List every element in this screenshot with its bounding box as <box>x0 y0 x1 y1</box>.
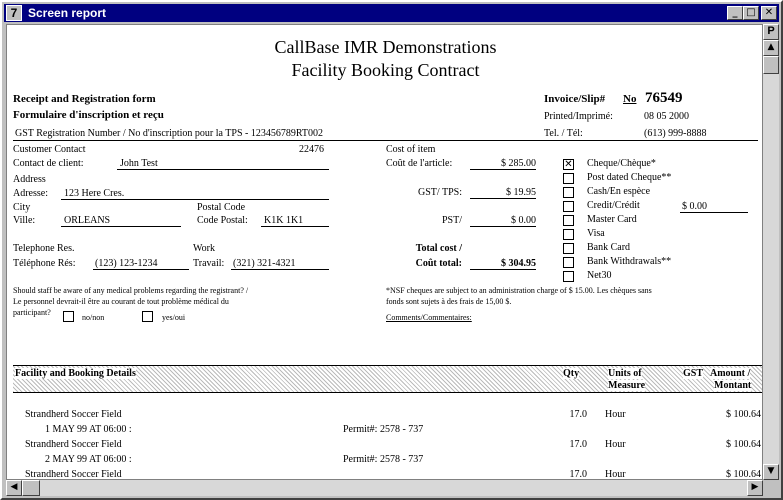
payment-checkbox[interactable] <box>563 271 574 282</box>
payment-method-label: Visa <box>587 228 605 239</box>
payment-method-label: Post dated Cheque** <box>587 172 672 183</box>
payment-method-label: Master Card <box>587 214 637 225</box>
phone-value: (613) 999-8888 <box>644 128 707 139</box>
booking-date: 1 MAY 99 AT 06:00 : <box>45 424 132 435</box>
payment-method-label: Bank Card <box>587 242 631 253</box>
permit-number: Permit#: 2578 - 737 <box>343 454 424 465</box>
item-cost-value: $ 285.00 <box>470 158 536 170</box>
customer-contact-label: Customer Contact <box>13 144 86 155</box>
permit-number: Permit#: 2578 - 737 <box>343 424 424 435</box>
scroll-right-icon[interactable]: ▶ <box>747 480 763 496</box>
medical-question-fr: Le personnel devrait-il être au courant de tout problème médical du <box>13 297 229 306</box>
gst-registration: GST Registration Number / No d'inscription pour la TPS - 123456789RT002 <box>15 128 324 139</box>
customer-id: 22476 <box>299 144 324 155</box>
row-amount: $ 100.64 <box>726 409 761 420</box>
minimize-button[interactable]: _ <box>727 6 743 20</box>
city-field: ORLEANS <box>61 215 181 227</box>
pst-value: $ 0.00 <box>470 215 536 227</box>
window-title: Screen report <box>28 6 107 20</box>
vertical-scroll-thumb[interactable] <box>763 56 779 74</box>
address-field: 123 Here Cres. <box>61 188 329 200</box>
row-qty: 17.0 <box>569 409 587 420</box>
col-gst-header: GST <box>683 368 704 379</box>
col-qty-header: Qty <box>563 368 580 379</box>
scroll-down-icon[interactable]: ▼ <box>763 464 779 480</box>
invoice-label: Invoice/Slip# <box>544 93 606 105</box>
home-phone-field: (123) 123-1234 <box>93 258 189 270</box>
address-label-en: Address <box>13 174 46 185</box>
row-qty: 17.0 <box>569 439 587 450</box>
medical-question-en: Should staff be aware of any medical problems regarding the registrant? / <box>13 286 249 295</box>
row-qty: 17.0 <box>569 469 587 480</box>
facility-name: Strandherd Soccer Field <box>25 439 122 450</box>
header-divider <box>13 140 758 141</box>
payment-checkbox[interactable] <box>563 201 574 212</box>
facility-name: Strandherd Soccer Field <box>25 469 122 480</box>
col-units-header-1: Units of <box>608 368 642 379</box>
document-title: Facility Booking Contract <box>291 60 480 80</box>
gst-label: GST/ TPS: <box>418 187 462 198</box>
horizontal-scrollbar[interactable] <box>6 480 763 496</box>
medical-yes-checkbox[interactable] <box>142 311 153 322</box>
city-label: City <box>13 202 31 213</box>
payment-checkbox[interactable] <box>563 215 574 226</box>
payment-checkbox[interactable] <box>563 243 574 254</box>
medical-yes-label: yes/oui <box>162 313 186 322</box>
payment-method-label: Credit/Crédit <box>587 200 640 211</box>
total-label-fr: Coût total: <box>415 258 462 269</box>
total-value: $ 304.95 <box>470 258 536 270</box>
row-amount: $ 100.64 <box>726 439 761 450</box>
form-title-fr: Formulaire d'inscription et reçu <box>13 109 164 121</box>
page-marker: P <box>763 24 779 40</box>
payment-method-label: Bank Withdrawals** <box>587 256 672 267</box>
details-table-header <box>13 365 763 393</box>
company-name: CallBase IMR Demonstrations <box>274 37 497 57</box>
payment-checkbox[interactable] <box>563 257 574 268</box>
payment-checkbox[interactable] <box>563 173 574 184</box>
work-label: Work <box>193 243 215 254</box>
maximize-button[interactable]: □ <box>743 6 759 20</box>
vertical-scrollbar[interactable] <box>763 24 779 480</box>
cost-item-label: Cost of item <box>386 144 436 155</box>
close-button[interactable]: ✕ <box>761 6 777 20</box>
printed-label: Printed/Imprimé: <box>544 111 613 122</box>
travail-label: Travail: <box>193 258 225 269</box>
row-amount: $ 100.64 <box>726 469 761 480</box>
postal-code-label: Postal Code <box>197 202 246 213</box>
nsf-notice-line1: *NSF cheques are subject to an administration charge of $ 15.00. Les chèques sans <box>386 286 652 295</box>
gst-value: $ 19.95 <box>470 187 536 199</box>
row-unit: Hour <box>605 439 626 450</box>
payment-checkbox[interactable]: ✕ <box>564 159 573 170</box>
horizontal-scroll-thumb[interactable] <box>22 480 40 496</box>
scroll-left-icon[interactable]: ◀ <box>6 480 22 496</box>
payment-method-label: Cheque/Chèque* <box>587 158 656 169</box>
report-page <box>6 24 763 480</box>
work-phone-field: (321) 321-4321 <box>231 258 329 270</box>
total-label-en: Total cost / <box>415 243 462 254</box>
postal-code-label-fr: Code Postal: <box>197 215 248 226</box>
contact-label: Contact de client: <box>13 158 84 169</box>
credit-amount-field: $ 0.00 <box>680 201 748 213</box>
pst-label: PST/ <box>441 215 462 226</box>
facility-name: Strandherd Soccer Field <box>25 409 122 420</box>
medical-no-checkbox[interactable] <box>63 311 74 322</box>
col-units-header-2: Measure <box>608 380 646 391</box>
comments-label: Comments/Commentaires: <box>386 313 472 322</box>
ville-label: Ville: <box>13 215 36 226</box>
col-facility-header: Facility and Booking Details <box>15 368 136 379</box>
scroll-up-icon[interactable]: ▲ <box>763 40 779 56</box>
payment-method-label: Cash/En espèce <box>587 186 651 197</box>
payment-checkbox[interactable] <box>563 187 574 198</box>
phone-label: Tel. / Tél: <box>544 128 583 139</box>
address-label-fr: Adresse: <box>13 188 48 199</box>
title-bar[interactable] <box>4 4 779 22</box>
col-amount-header-1: Amount / <box>710 368 751 379</box>
form-title-en: Receipt and Registration form <box>13 93 156 105</box>
contact-name-field: John Test <box>117 158 329 170</box>
invoice-number: 76549 <box>645 90 683 106</box>
telephone-res-label-fr: Téléphone Rés: <box>13 258 76 269</box>
payment-method-label: Net30 <box>587 270 612 281</box>
medical-question-tail: participant? <box>13 308 51 317</box>
nsf-notice-line2: fonds sont sujets à des frais de 15,00 $. <box>386 297 512 306</box>
payment-checkbox[interactable] <box>563 229 574 240</box>
postal-code-field: K1K 1K1 <box>261 215 329 227</box>
system-menu-icon[interactable]: 7 <box>6 5 22 21</box>
medical-no-label: no/non <box>82 313 105 322</box>
booking-date: 2 MAY 99 AT 06:00 : <box>45 454 132 465</box>
resize-grip-icon[interactable] <box>763 480 779 496</box>
invoice-no-label: No <box>623 93 637 105</box>
cout-article-label: Coût de l'article: <box>386 158 453 169</box>
row-unit: Hour <box>605 409 626 420</box>
row-unit: Hour <box>605 469 626 480</box>
col-amount-header-2: Montant <box>714 380 752 391</box>
telephone-res-label: Telephone Res. <box>13 243 75 254</box>
printed-date: 08 05 2000 <box>644 111 689 122</box>
